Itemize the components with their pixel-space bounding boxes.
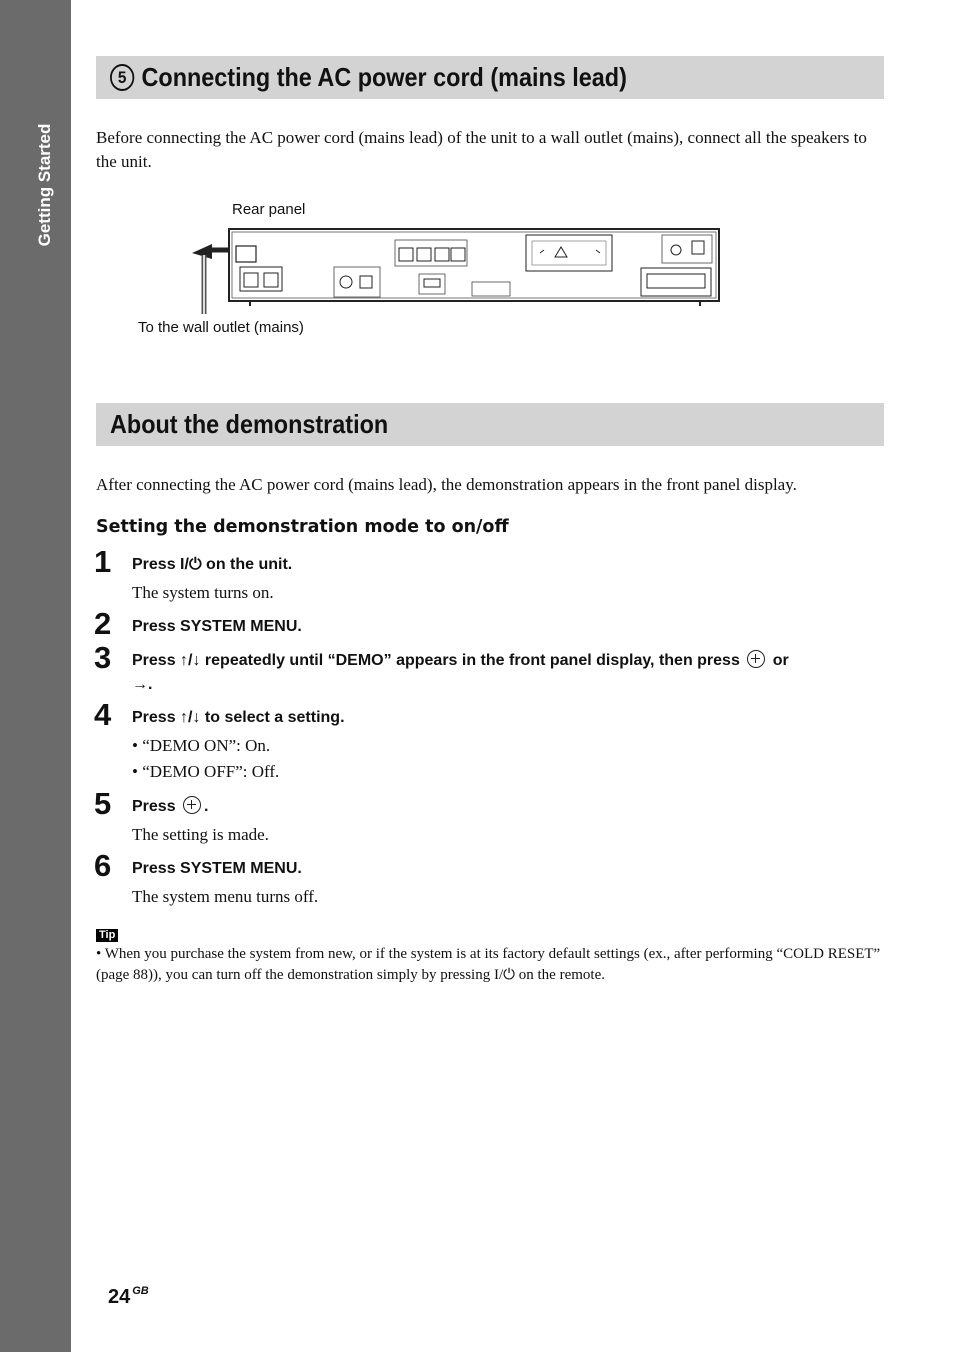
step-result: The system menu turns off. xyxy=(132,887,319,906)
step-number: 2 xyxy=(94,606,112,641)
unit-rear-panel xyxy=(229,229,719,306)
step-text: on the unit. xyxy=(201,556,293,573)
step-result: The setting is made. xyxy=(132,825,269,844)
step-instruction: Press SYSTEM MENU. xyxy=(132,618,302,635)
step-number: 3 xyxy=(94,640,112,675)
tip-text-body: • When you purchase the system from new, or if the system is at its factory default settings (ex., after performing “COLD RESET” (page 88)), you can turn off the demonstration simply by pressing xyxy=(96,946,881,983)
page-number-value: 24 xyxy=(108,1286,131,1308)
step-text: Press xyxy=(132,556,181,573)
power-icon: I/⏻ xyxy=(493,967,516,983)
wall-outlet-label: To the wall outlet (mains) xyxy=(138,319,304,336)
step-number: 6 xyxy=(94,848,112,883)
subheading: Setting the demonstration mode to on/off xyxy=(96,517,509,537)
tip-text xyxy=(96,944,886,986)
step-text: Press ↑/↓ repeatedly until “DEMO” appears in the front panel display, then press xyxy=(132,652,745,669)
rear-panel-illustration xyxy=(180,222,725,322)
step-instruction xyxy=(132,795,884,819)
step-instruction xyxy=(132,553,884,577)
step-text: . xyxy=(204,798,209,815)
step-instruction xyxy=(132,649,884,697)
step-text: Press xyxy=(132,798,181,815)
step-number: 1 xyxy=(94,544,112,579)
section-header-demonstration xyxy=(96,403,884,446)
enter-button-icon xyxy=(747,650,765,668)
demo-paragraph: After connecting the AC power cord (mains lead), the demonstration appears in the front panel display. xyxy=(96,475,797,494)
step-text: or xyxy=(768,652,789,669)
rear-panel-label: Rear panel xyxy=(232,201,306,218)
step-text: →. xyxy=(132,676,153,693)
section-title-text: Connecting the AC power cord (mains lead) xyxy=(141,62,627,92)
step-instruction: Press ↑/↓ to select a setting. xyxy=(132,709,345,726)
enter-button-icon xyxy=(183,796,201,814)
step-number: 5 xyxy=(94,786,112,821)
section-title: About the demonstration xyxy=(110,409,389,439)
tip-badge: Tip xyxy=(96,929,118,942)
circled-number: 5 xyxy=(110,64,134,91)
section-header-ac-power xyxy=(96,56,884,99)
section-title xyxy=(110,56,627,99)
power-icon: I/⏻ xyxy=(180,556,202,573)
side-tab xyxy=(0,0,71,1352)
side-tab-label: Getting Started xyxy=(35,123,54,247)
option-item: • “DEMO OFF”: Off. xyxy=(132,762,280,781)
step-number: 4 xyxy=(94,697,112,732)
page-number-suffix: GB xyxy=(132,1285,149,1297)
intro-paragraph: Before connecting the AC power cord (mains lead) of the unit to a wall outlet (mains), connect all the speakers to the unit. xyxy=(96,128,867,171)
page-number xyxy=(108,1285,149,1309)
option-item: • “DEMO ON”: On. xyxy=(132,736,271,755)
tip-text-body: on the remote. xyxy=(515,967,605,983)
step-instruction: Press SYSTEM MENU. xyxy=(132,860,302,877)
step-result: The system turns on. xyxy=(132,583,274,602)
